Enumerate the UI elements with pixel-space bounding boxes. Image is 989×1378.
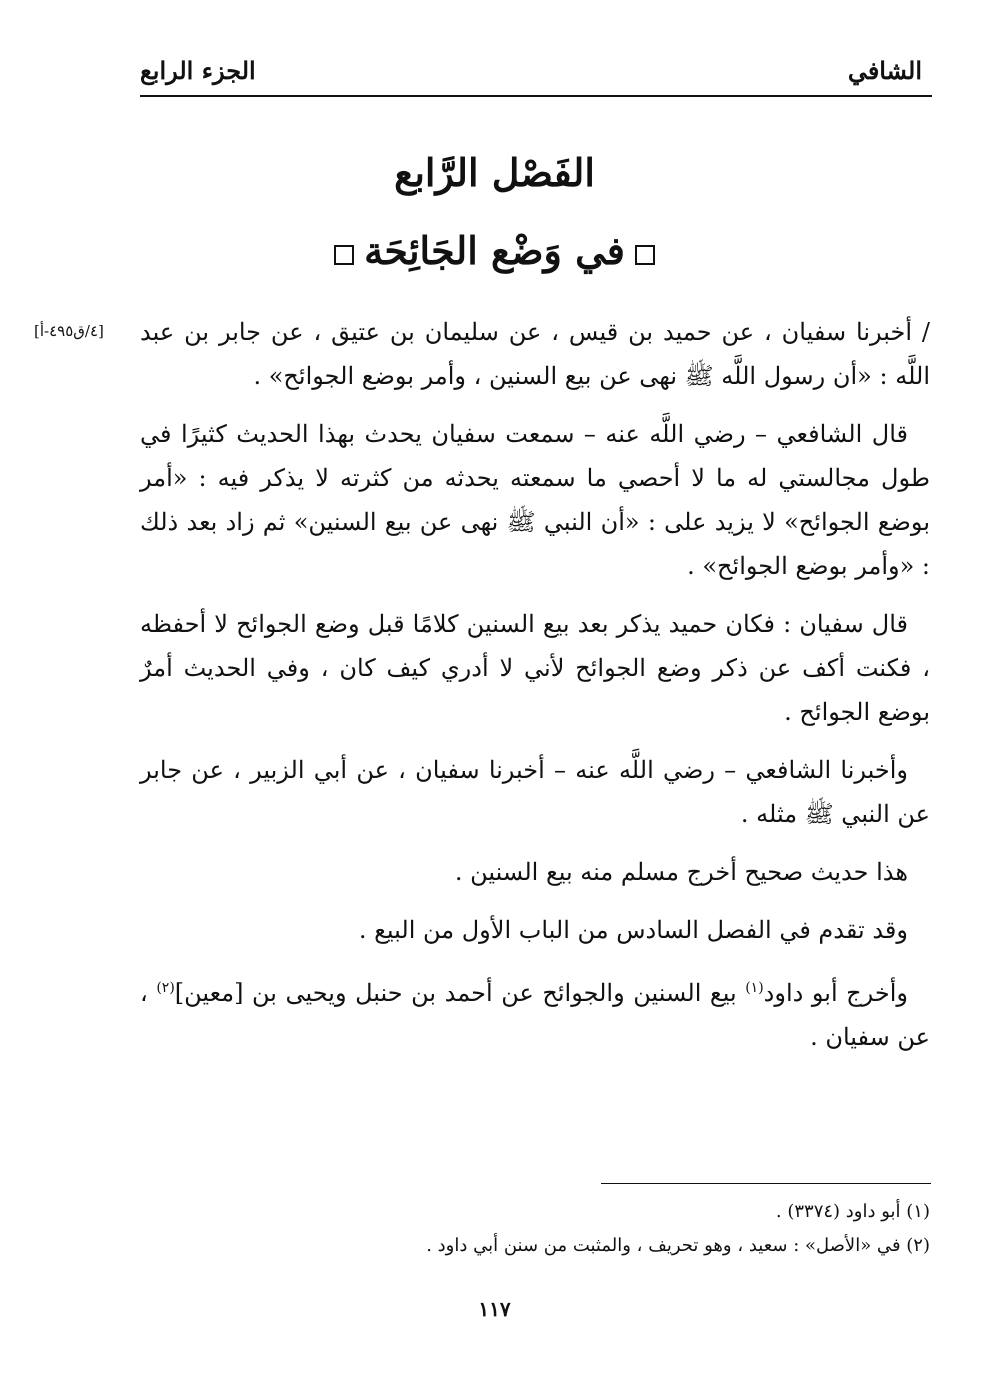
paragraph-7 bbox=[140, 966, 930, 1059]
running-header bbox=[140, 52, 930, 96]
chapter-title: الفَصْل الرَّابع bbox=[394, 150, 595, 195]
footnote-2: (٢) في «الأصل» : سعيد ، وهو تحريف ، والمثبت من سنن أبي داود . bbox=[426, 1235, 930, 1256]
paragraph-3: قال سفيان : فكان حميد يذكر بعد بيع السنين كلامًا قبل وضع الجوائح لا أحفظه ، فكنت أكف عن ذكر وضع الجوائح لأني لا أدري كيف كان ، وفي الحديث أمرٌ بوضع الجوائح . bbox=[140, 610, 930, 726]
paragraph-7-part1: وأخرج أبو داود bbox=[763, 979, 909, 1007]
header-divider bbox=[140, 95, 932, 97]
chapter-subtitle bbox=[0, 228, 989, 273]
paragraph-5: هذا حديث صحيح أخرج مسلم منه بيع السنين . bbox=[454, 858, 908, 886]
footnote-divider bbox=[601, 1183, 931, 1184]
footnotes bbox=[140, 1195, 930, 1263]
paragraph-1: / أخبرنا سفيان ، عن حميد بن قيس ، عن سليمان بن عتيق ، عن جابر بن عبد اللَّه : «أن رسول اللَّه ﷺ نهى عن بيع السنين ، وأمر بوضع الجوائح» . bbox=[140, 318, 930, 390]
footnote-ref-1: (١) bbox=[745, 980, 764, 996]
paragraph-7-part3: ، عن سفيان . bbox=[140, 979, 930, 1051]
manuscript-margin-reference: [٤/ق٤٩٥-أ] bbox=[34, 322, 104, 340]
footnote-1: (١) أبو داود (٣٣٧٤) . bbox=[775, 1201, 930, 1222]
paragraph-6: وقد تقدم في الفصل السادس من الباب الأول من البيع . bbox=[358, 916, 908, 944]
paragraph-4: وأخبرنا الشافعي – رضي اللَّه عنه – أخبرنا سفيان ، عن أبي الزبير ، عن جابر عن النبي ﷺ مثله . bbox=[140, 756, 930, 828]
footnote-ref-2: (٢) bbox=[156, 980, 175, 996]
paragraph-7-part2: بيع السنين والجوائح عن أحمد بن حنبل ويحيى بن [معين] bbox=[174, 979, 746, 1007]
header-part-title: الجزء الرابع bbox=[140, 56, 256, 85]
chapter-subtitle-text: في وَضْع الجَائِحَة bbox=[364, 228, 625, 273]
main-text bbox=[140, 310, 930, 1073]
header-book-title: الشافي bbox=[847, 56, 922, 85]
box-ornament-right-icon bbox=[635, 245, 655, 265]
page-number: ١١٧ bbox=[478, 1297, 511, 1321]
paragraph-2: قال الشافعي – رضي اللَّه عنه – سمعت سفيان يحدث بهذا الحديث كثيرًا في طول مجالستي له ما لا أحصي ما سمعته يحدثه من كثرته لا يذكر فيه : «أمر بوضع الجوائح» لا يزيد على : «أن النبي ﷺ نهى عن بيع السنين» ثم زاد بعد ذلك : «وأمر بوضع الجوائح» . bbox=[140, 420, 930, 580]
box-ornament-left-icon bbox=[334, 245, 354, 265]
